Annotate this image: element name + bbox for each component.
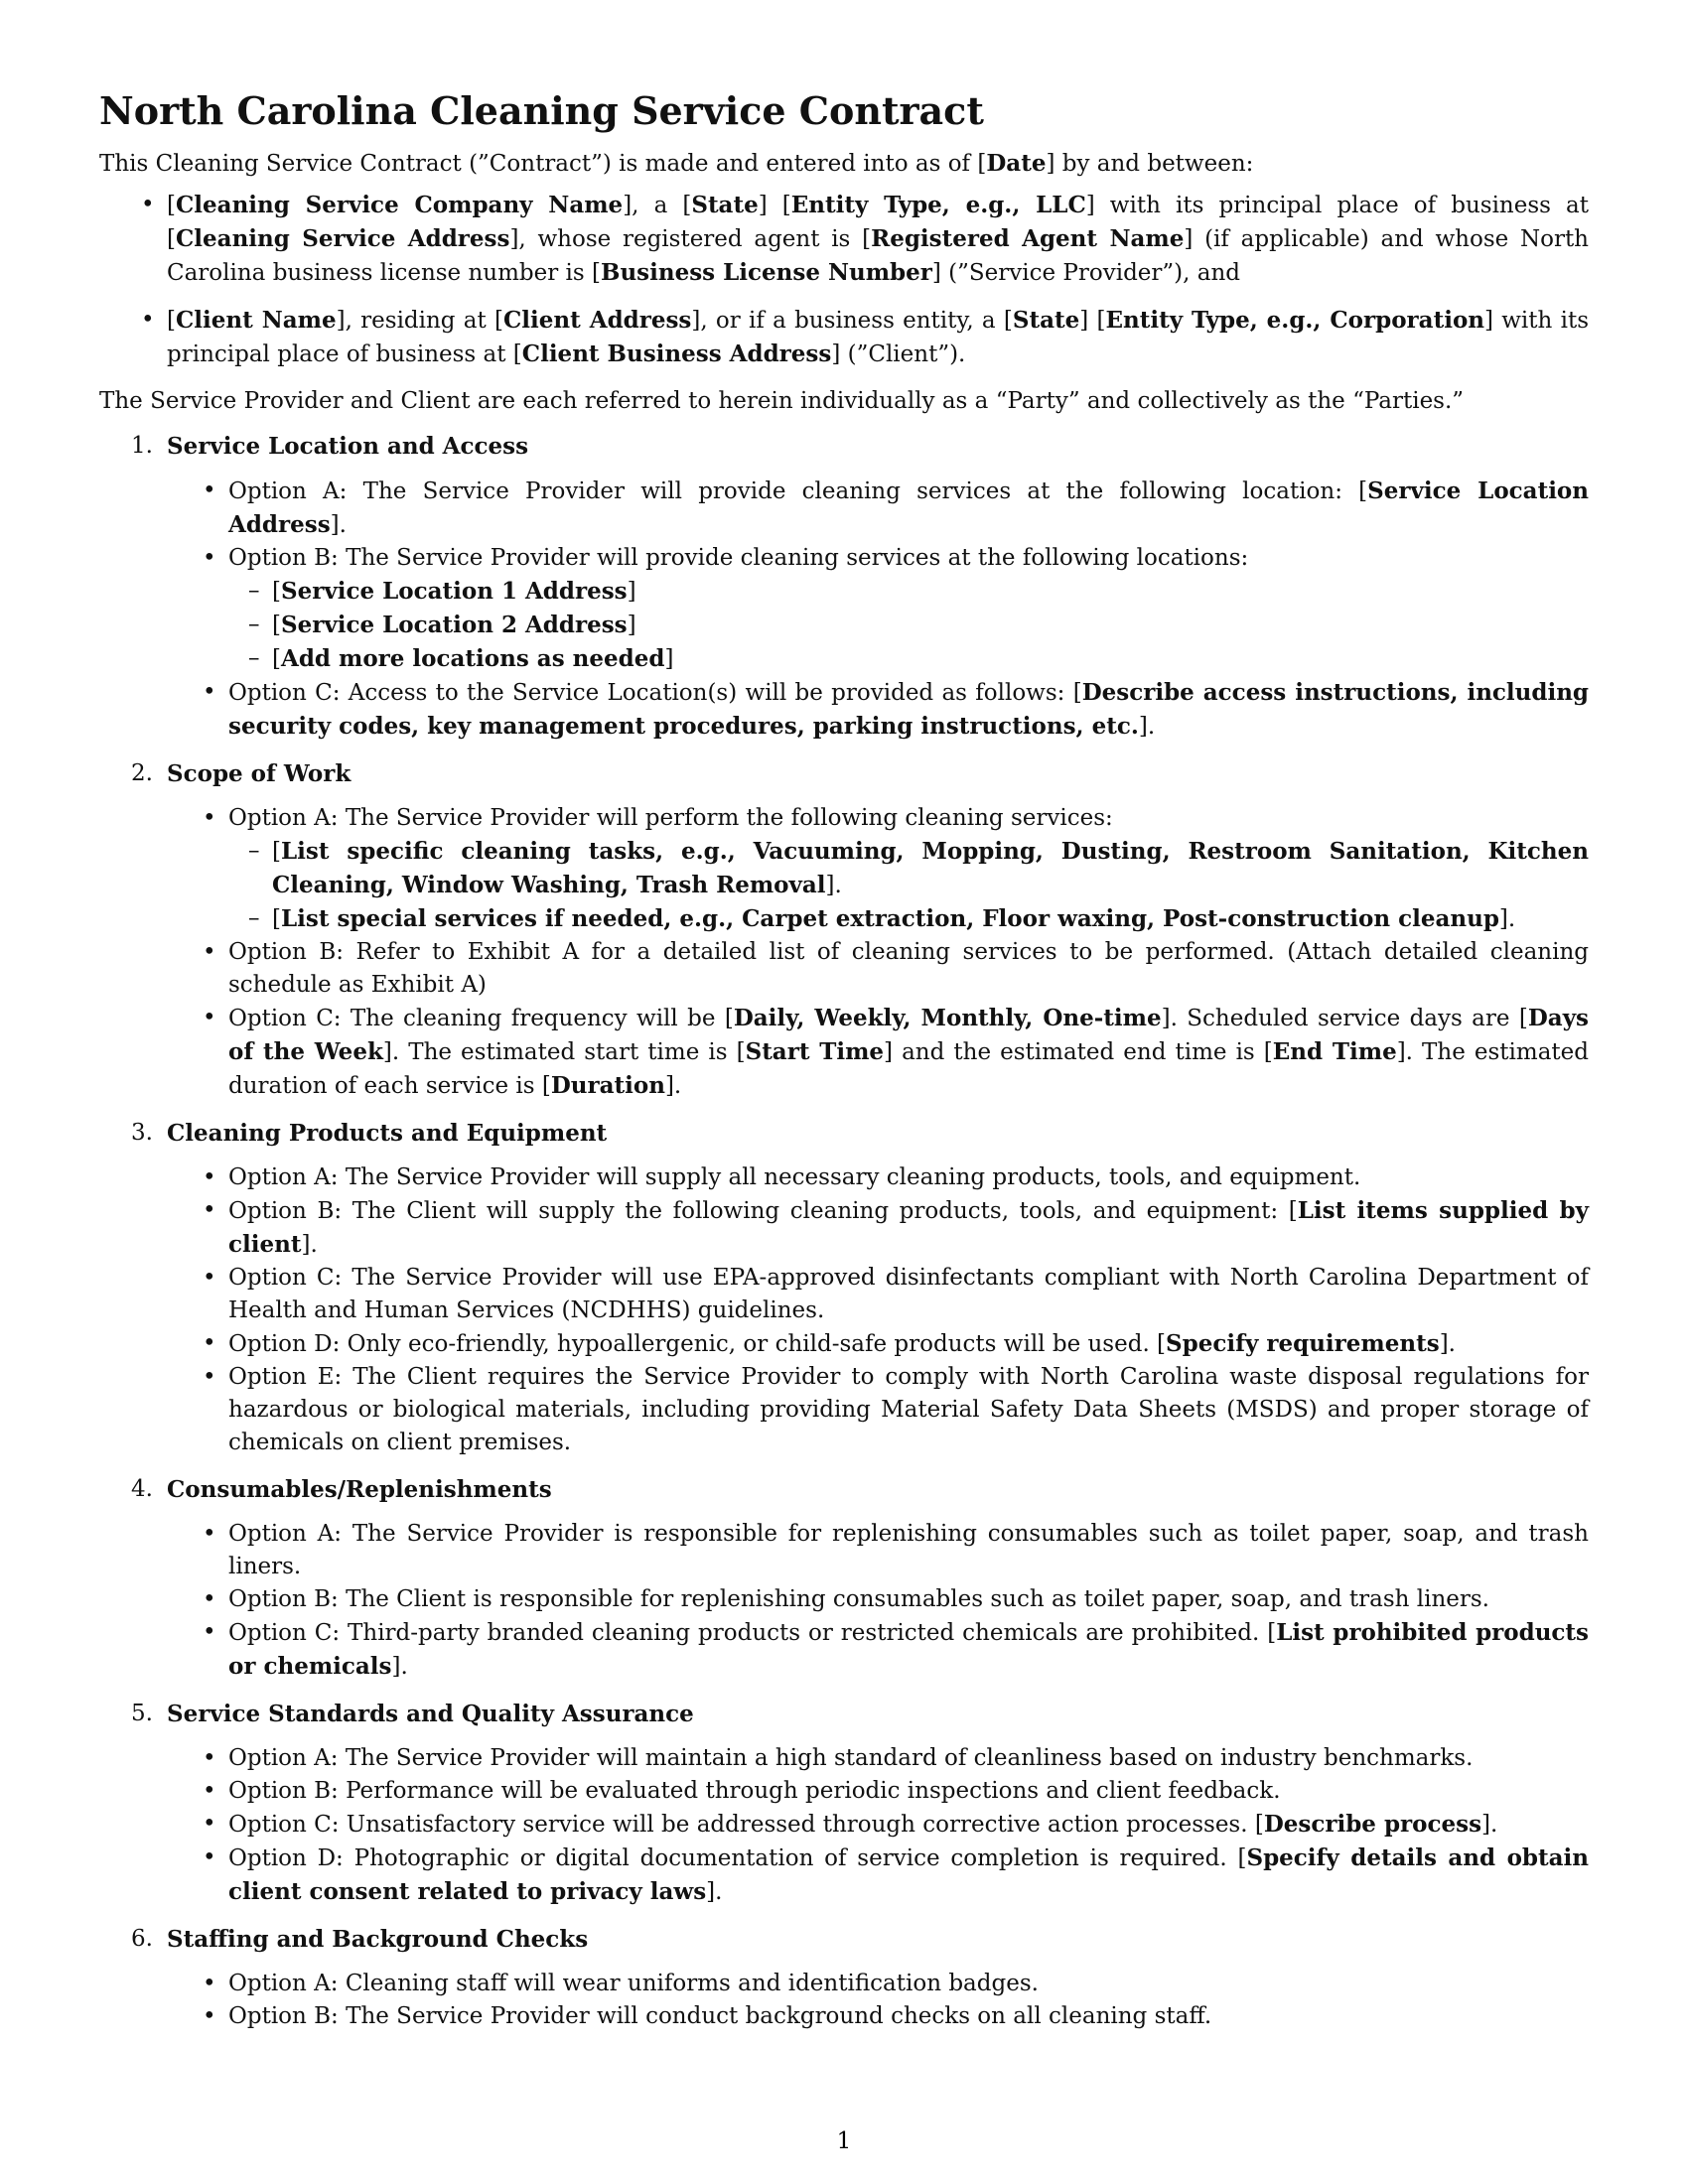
option-text <box>228 542 1589 575</box>
option-text <box>228 1968 1589 2000</box>
placeholder-field: Entity Type, e.g., Corporation <box>1105 307 1485 334</box>
text-run: Option A: The Service Provider will maintain a high standard of cleanliness based on industry benchmarks. <box>228 1745 1474 1771</box>
placeholder-field: Cleaning Service Address <box>175 225 510 252</box>
section-6 <box>99 1923 1589 2033</box>
placeholder-field: Describe process <box>1263 1811 1482 1838</box>
options-list <box>99 1518 1589 1684</box>
placeholder-field: Describe access instructions, including security codes, key management procedures, parking instructions, etc. <box>228 679 1590 740</box>
option-text <box>228 475 1589 542</box>
text-run: ] with its principal place of business at [ <box>167 308 1590 367</box>
section-number: 4. <box>131 1476 153 1502</box>
section-heading <box>99 430 1589 463</box>
option-item <box>99 676 1589 744</box>
section-5 <box>99 1698 1589 1909</box>
text-run: Option A: The Service Provider will provide cleaning services at the following location: [ <box>228 478 1368 504</box>
option-item <box>99 1361 1589 1459</box>
text-run: ] by and between: <box>1046 151 1254 177</box>
text-run: Option E: The Client requires the Service Provider to comply with North Carolina waste disposal regulations for hazardous or biological materials, including providing Material Safety Data Sheets (MSDS) and proper storage of chemicals on client premises. <box>228 1364 1589 1455</box>
text-run: ] and the estimated end time is [ <box>884 1039 1273 1065</box>
text-run: ], whose registered agent is [ <box>509 226 872 252</box>
option-item <box>99 1262 1589 1327</box>
text-run: ]. <box>391 1654 408 1680</box>
sections-list <box>99 430 1589 2033</box>
sub-item <box>228 902 1589 936</box>
text-run: ]. <box>1498 906 1516 932</box>
option-item <box>99 542 1589 676</box>
placeholder-field: Cleaning Service Company Name <box>175 192 624 218</box>
text-run: ] [ <box>758 193 791 218</box>
placeholder-field: List specific cleaning tasks, e.g., Vacuuming, Mopping, Dusting, Restroom Sanitation, Kitchen Cleaning, Window Washing, Trash Removal <box>272 838 1589 898</box>
option-text <box>228 1842 1589 1909</box>
placeholder-field: Registered Agent Name <box>871 225 1185 252</box>
placeholder-field: Daily, Weekly, Monthly, One-time <box>733 1005 1162 1031</box>
section-number: 1. <box>131 433 153 459</box>
text-run: ] (”Service Provider”), and <box>931 260 1241 286</box>
sub-list <box>228 575 1589 676</box>
text-run: ] (”Client”). <box>831 341 966 367</box>
text-run: Option A: The Service Provider will perform the following cleaning services: <box>228 805 1113 831</box>
option-text <box>228 1742 1589 1775</box>
section-heading <box>99 1698 1589 1730</box>
parties-list <box>99 189 1589 371</box>
option-text <box>228 1194 1589 1262</box>
placeholder-field: Business License Number <box>601 259 932 286</box>
option-text <box>228 1262 1589 1327</box>
placeholder-field: Service Location 2 Address <box>280 612 628 638</box>
option-text <box>228 1775 1589 1808</box>
section-3 <box>99 1117 1589 1459</box>
text-run: ] <box>664 646 674 672</box>
option-item <box>99 936 1589 1002</box>
text-run: [ <box>977 151 987 177</box>
section-number: 6. <box>131 1926 153 1952</box>
option-text <box>228 676 1589 744</box>
placeholder-field: List prohibited products or chemicals <box>228 1619 1590 1680</box>
text-run: Option D: Only eco-friendly, hypoallergenic, or child-safe products will be used. [ <box>228 1331 1167 1357</box>
option-text <box>228 1808 1589 1842</box>
sub-item <box>228 575 1589 609</box>
text-run: Option C: The Service Provider will use EPA-approved disinfectants compliant with North Carolina Department of Health and Human Services (NCDHHS) guidelines. <box>228 1265 1589 1323</box>
text-run: [ <box>272 579 281 605</box>
section-title: Staffing and Background Checks <box>167 1926 589 1953</box>
section-number: 5. <box>131 1701 153 1726</box>
section-1 <box>99 430 1589 744</box>
text-run: [ <box>272 613 281 638</box>
placeholder-field: Specify details and obtain client consent related to privacy laws <box>228 1844 1589 1905</box>
placeholder-field: List items supplied by client <box>228 1197 1589 1258</box>
options-list <box>99 1161 1589 1459</box>
option-item <box>99 1968 1589 2000</box>
placeholder-field: Client Business Address <box>521 341 832 367</box>
placeholder-field: Client Address <box>503 307 692 334</box>
placeholder-field: Start Time <box>745 1038 885 1065</box>
placeholder-field: Entity Type, e.g., LLC <box>790 192 1086 218</box>
section-number: 2. <box>131 760 153 786</box>
sub-item <box>228 609 1589 642</box>
text-run: Option A: The Service Provider is responsible for replenishing consumables such as toilet paper, soap, and trash liners. <box>228 1521 1589 1579</box>
option-text <box>228 1518 1589 1583</box>
section-heading <box>99 1117 1589 1150</box>
text-run: Option B: The Client is responsible for replenishing consumables such as toilet paper, soap, and trash liners. <box>228 1586 1489 1612</box>
section-title: Service Location and Access <box>167 433 529 460</box>
section-2 <box>99 757 1589 1103</box>
option-text <box>228 802 1589 835</box>
text-run: Option A: The Service Provider will supply all necessary cleaning products, tools, and equipment. <box>228 1164 1361 1190</box>
placeholder-field: Duration <box>550 1072 665 1099</box>
text-run: Option B: The Client will supply the following cleaning products, tools, and equipment: [ <box>228 1198 1298 1224</box>
sub-list <box>228 835 1589 936</box>
text-run: Option C: Access to the Service Location(s) will be provided as follows: [ <box>228 680 1082 706</box>
text-run: ]. <box>1481 1812 1498 1838</box>
text-run: This Cleaning Service Contract (”Contract”) is made and entered into as of <box>99 151 978 177</box>
party-service-provider <box>99 189 1589 290</box>
text-run: Option C: Third-party branded cleaning products or restricted chemicals are prohibited. [ <box>228 1620 1277 1646</box>
parties-note: The Service Provider and Client are each referred to herein individually as a “Party” and collectively as the “Parties.” <box>99 388 1465 414</box>
text-run: ] [ <box>1079 308 1106 334</box>
section-number: 3. <box>131 1120 153 1146</box>
option-item <box>99 1742 1589 1775</box>
section-heading <box>99 757 1589 790</box>
option-item <box>99 1775 1589 1808</box>
text-run: ] with its principal place of business at [ <box>167 193 1589 252</box>
placeholder-field: Days of the Week <box>228 1005 1590 1065</box>
option-text <box>228 1327 1589 1361</box>
text-run: ] <box>627 613 636 638</box>
text-run: Option C: Unsatisfactory service will be addressed through corrective action processes. [ <box>228 1812 1264 1838</box>
option-text <box>228 936 1589 1002</box>
text-run: ]. <box>1439 1331 1456 1357</box>
text-run: [ <box>272 646 281 672</box>
text-run: Option C: The cleaning frequency will be [ <box>228 1006 734 1031</box>
section-heading <box>99 1923 1589 1956</box>
option-text <box>228 1361 1589 1459</box>
text-run: ]. The estimated duration of each service is [ <box>228 1039 1589 1099</box>
options-list <box>99 802 1589 1103</box>
text-run: Option B: Performance will be evaluated through periodic inspections and client feedback. <box>228 1778 1281 1804</box>
text-run: [ <box>167 193 176 218</box>
placeholder-field: State <box>1012 307 1080 334</box>
text-run: ]. <box>1138 714 1156 740</box>
option-item <box>99 1194 1589 1262</box>
option-text <box>228 1616 1589 1684</box>
placeholder-field: Client Name <box>175 307 337 334</box>
option-item <box>99 1808 1589 1842</box>
sub-item <box>228 642 1589 676</box>
option-item <box>99 1583 1589 1616</box>
option-item <box>99 475 1589 542</box>
party-client <box>99 304 1589 371</box>
section-title: Scope of Work <box>167 760 352 787</box>
text-run: [ <box>167 308 176 334</box>
page-number: 1 <box>836 2128 852 2154</box>
option-item <box>99 802 1589 936</box>
text-run: Option B: Refer to Exhibit A for a detailed list of cleaning services to be performed. (Attach detailed cleaning schedule as Exhibit A) <box>228 939 1589 998</box>
placeholder-field: End Time <box>1272 1038 1397 1065</box>
options-list <box>99 1968 1589 2033</box>
text-run: ]. <box>825 873 842 898</box>
placeholder-field: Service Location Address <box>228 478 1589 538</box>
option-item <box>99 1842 1589 1909</box>
options-list <box>99 1742 1589 1909</box>
text-run: Option A: Cleaning staff will wear uniforms and identification badges. <box>228 1971 1039 1996</box>
text-run: ], a [ <box>623 193 692 218</box>
placeholder-field: Add more locations as needed <box>280 645 665 672</box>
text-run: [ <box>272 906 281 932</box>
option-item <box>99 1161 1589 1194</box>
text-run: Option D: Photographic or digital documentation of service completion is required. [ <box>228 1845 1247 1871</box>
placeholder-field: Date <box>986 150 1047 177</box>
text-run: Option B: The Service Provider will conduct background checks on all cleaning staff. <box>228 2003 1212 2029</box>
text-run: ], or if a business entity, a [ <box>691 308 1013 334</box>
option-text <box>228 1002 1589 1103</box>
option-item <box>99 1327 1589 1361</box>
option-item <box>99 1616 1589 1684</box>
sub-item <box>228 835 1589 902</box>
placeholder-field: State <box>691 192 759 218</box>
option-text <box>228 2000 1589 2033</box>
option-item <box>99 1002 1589 1103</box>
text-run: ]. <box>664 1073 682 1099</box>
text-run: [ <box>272 839 281 865</box>
section-title: Service Standards and Quality Assurance <box>167 1701 694 1727</box>
option-text <box>228 1161 1589 1194</box>
option-item <box>99 2000 1589 2033</box>
intro-paragraph <box>99 147 1589 181</box>
placeholder-field: Specify requirements <box>1166 1330 1440 1357</box>
text-run: ]. <box>301 1232 318 1258</box>
section-heading <box>99 1473 1589 1506</box>
text-run: ]. <box>706 1879 723 1905</box>
section-title: Consumables/Replenishments <box>167 1476 552 1503</box>
document-page <box>99 87 1589 2047</box>
text-run: ] (if applicable) and whose North Carolina business license number is [ <box>167 226 1589 286</box>
text-run: ], residing at [ <box>336 308 503 334</box>
text-run: ]. The estimated start time is [ <box>382 1039 746 1065</box>
text-run: Option B: The Service Provider will provide cleaning services at the following locations: <box>228 545 1249 571</box>
options-list <box>99 475 1589 744</box>
section-4 <box>99 1473 1589 1684</box>
placeholder-field: Service Location 1 Address <box>280 578 628 605</box>
option-text <box>228 1583 1589 1616</box>
text-run: ] <box>627 579 636 605</box>
text-run: ]. <box>330 512 347 538</box>
text-run: ]. Scheduled service days are [ <box>1161 1006 1528 1031</box>
placeholder-field: List special services if needed, e.g., Carpet extraction, Floor waxing, Post-construction cleanup <box>280 905 1499 932</box>
page-title: North Carolina Cleaning Service Contract <box>99 88 984 133</box>
option-item <box>99 1518 1589 1583</box>
section-title: Cleaning Products and Equipment <box>167 1120 608 1147</box>
